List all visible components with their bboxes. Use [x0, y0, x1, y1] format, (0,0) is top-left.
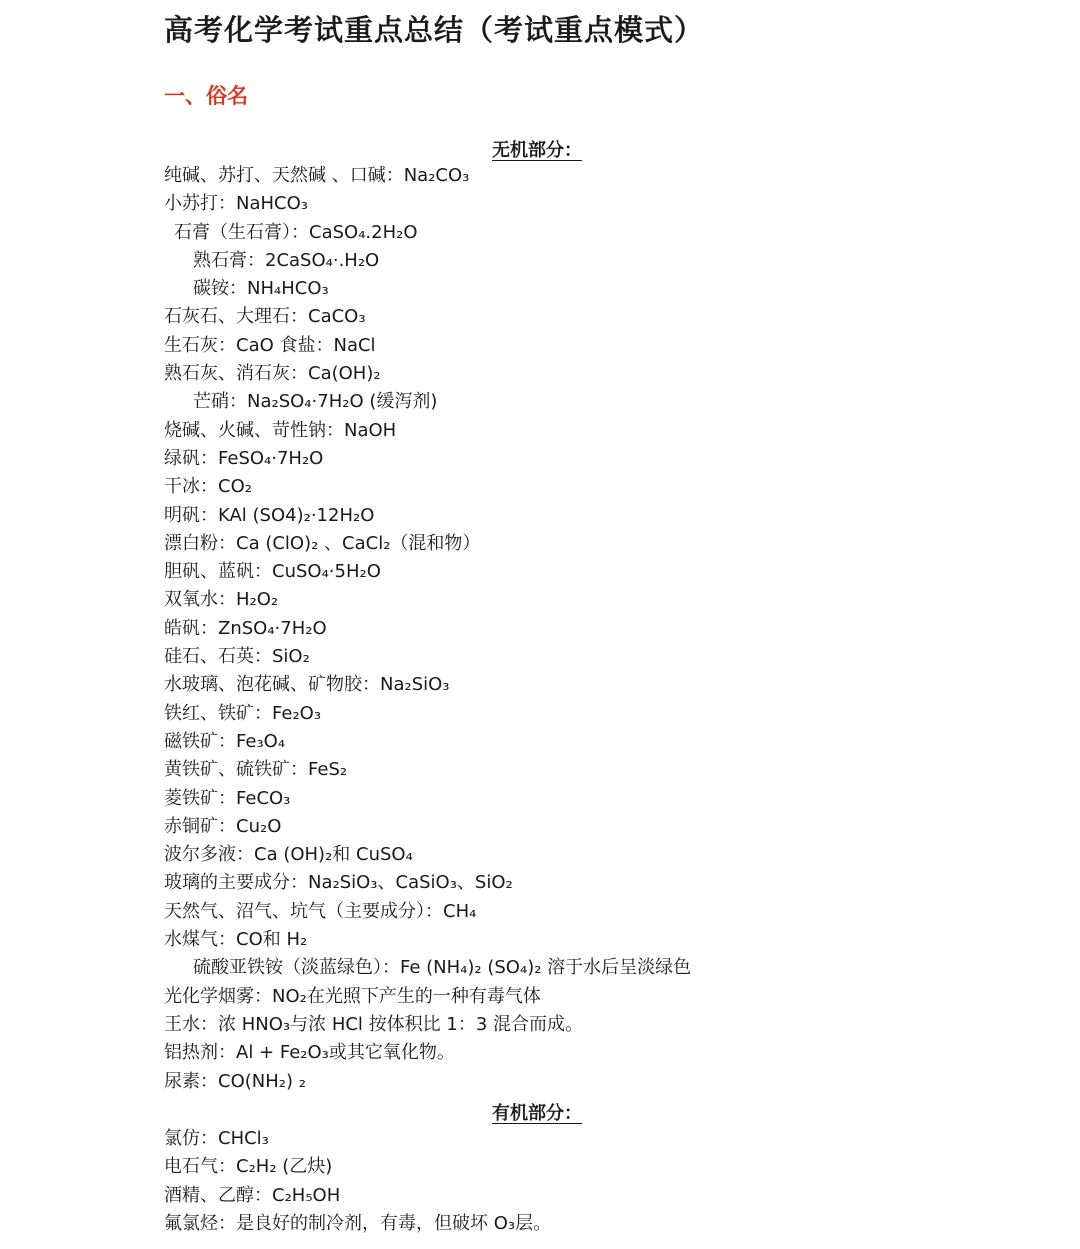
list-item: 铁红、铁矿：Fe₂O₃	[164, 702, 322, 724]
list-item: 烧碱、火碱、苛性钠：NaOH	[164, 419, 397, 441]
list-item: 水煤气：CO和 H₂	[164, 929, 308, 951]
organic-heading: 有机部分：	[492, 1103, 582, 1124]
list-item: 绿矾：FeSO₄·7H₂O	[164, 447, 324, 469]
list-item: 熟石灰、消石灰：Ca(OH)₂	[164, 363, 381, 385]
list-item: 王水：浓 HNO₃与浓 HCl 按体积比 1：3 混合而成。	[164, 1013, 583, 1035]
section-heading: 一、俗名	[164, 84, 248, 108]
list-item: 磁铁矿：Fe₃O₄	[164, 730, 286, 752]
list-item: 尿素：CO(NH₂) ₂	[164, 1070, 306, 1092]
list-item: 皓矾：ZnSO₄·7H₂O	[164, 617, 327, 639]
list-item: 电石气：C₂H₂ (乙炔)	[164, 1156, 333, 1178]
list-item: 氯仿：CHCl₃	[164, 1128, 269, 1149]
inorganic-heading: 无机部分：	[492, 140, 582, 161]
list-item: 碳铵：NH₄HCO₃	[193, 278, 329, 300]
organic-list	[164, 1125, 551, 1238]
list-item: 天然气、沼气、坑气（主要成分）：CH₄	[164, 900, 477, 922]
list-item: 黄铁矿、硫铁矿：FeS₂	[164, 759, 348, 781]
list-item: 双氧水：H₂O₂	[164, 589, 279, 611]
list-item: 石灰石、大理石：CaCO₃	[164, 306, 366, 328]
list-item: 玻璃的主要成分：Na₂SiO₃、CaSiO₃、SiO₂	[164, 872, 513, 894]
list-item: 水玻璃、泡花碱、矿物胶：Na₂SiO₃	[164, 674, 450, 696]
list-item: 石膏（生石膏）：CaSO₄.2H₂O	[174, 221, 418, 243]
list-item: 赤铜矿：Cu₂O	[164, 815, 282, 837]
list-item: 小苏打：NaHCO₃	[164, 193, 308, 215]
list-item: 波尔多液：Ca (OH)₂和 CuSO₄	[164, 844, 413, 866]
list-item: 硫酸亚铁铵（淡蓝绿色）：Fe (NH₄)₂ (SO₄)₂ 溶于水后呈淡绿色	[193, 957, 692, 979]
list-item: 芒硝：Na₂SO₄·7H₂O (缓泻剂)	[193, 391, 438, 413]
list-item: 硅石、石英：SiO₂	[164, 646, 310, 668]
list-item: 氟氯烃：是良好的制冷剂，有毒，但破坏 O₃层。	[164, 1212, 552, 1234]
list-item: 熟石膏：2CaSO₄·.H₂O	[193, 249, 380, 271]
list-item: 明矾：KAl (SO4)₂·12H₂O	[164, 504, 375, 526]
list-item: 胆矾、蓝矾：CuSO₄·5H₂O	[164, 561, 381, 583]
list-item: 酒精、乙醇：C₂H₅OH	[164, 1184, 341, 1206]
list-item: 菱铁矿：FeCO₃	[164, 787, 291, 809]
list-item: 干冰：CO₂	[164, 476, 252, 498]
list-item: 纯碱、苏打、天然碱 、口碱：Na₂CO₃	[164, 165, 470, 186]
inorganic-list	[164, 162, 691, 1096]
list-item: 铝热剂：Al + Fe₂O₃或其它氧化物。	[164, 1042, 455, 1064]
list-item: 漂白粉：Ca (ClO)₂ 、CaCl₂（混和物）	[164, 532, 481, 554]
page-title: 高考化学考试重点总结（考试重点模式）	[164, 13, 705, 47]
list-item: 光化学烟雾：NO₂在光照下产生的一种有毒气体	[164, 985, 541, 1007]
list-item: 生石灰：CaO 食盐：NaCl	[164, 334, 376, 356]
